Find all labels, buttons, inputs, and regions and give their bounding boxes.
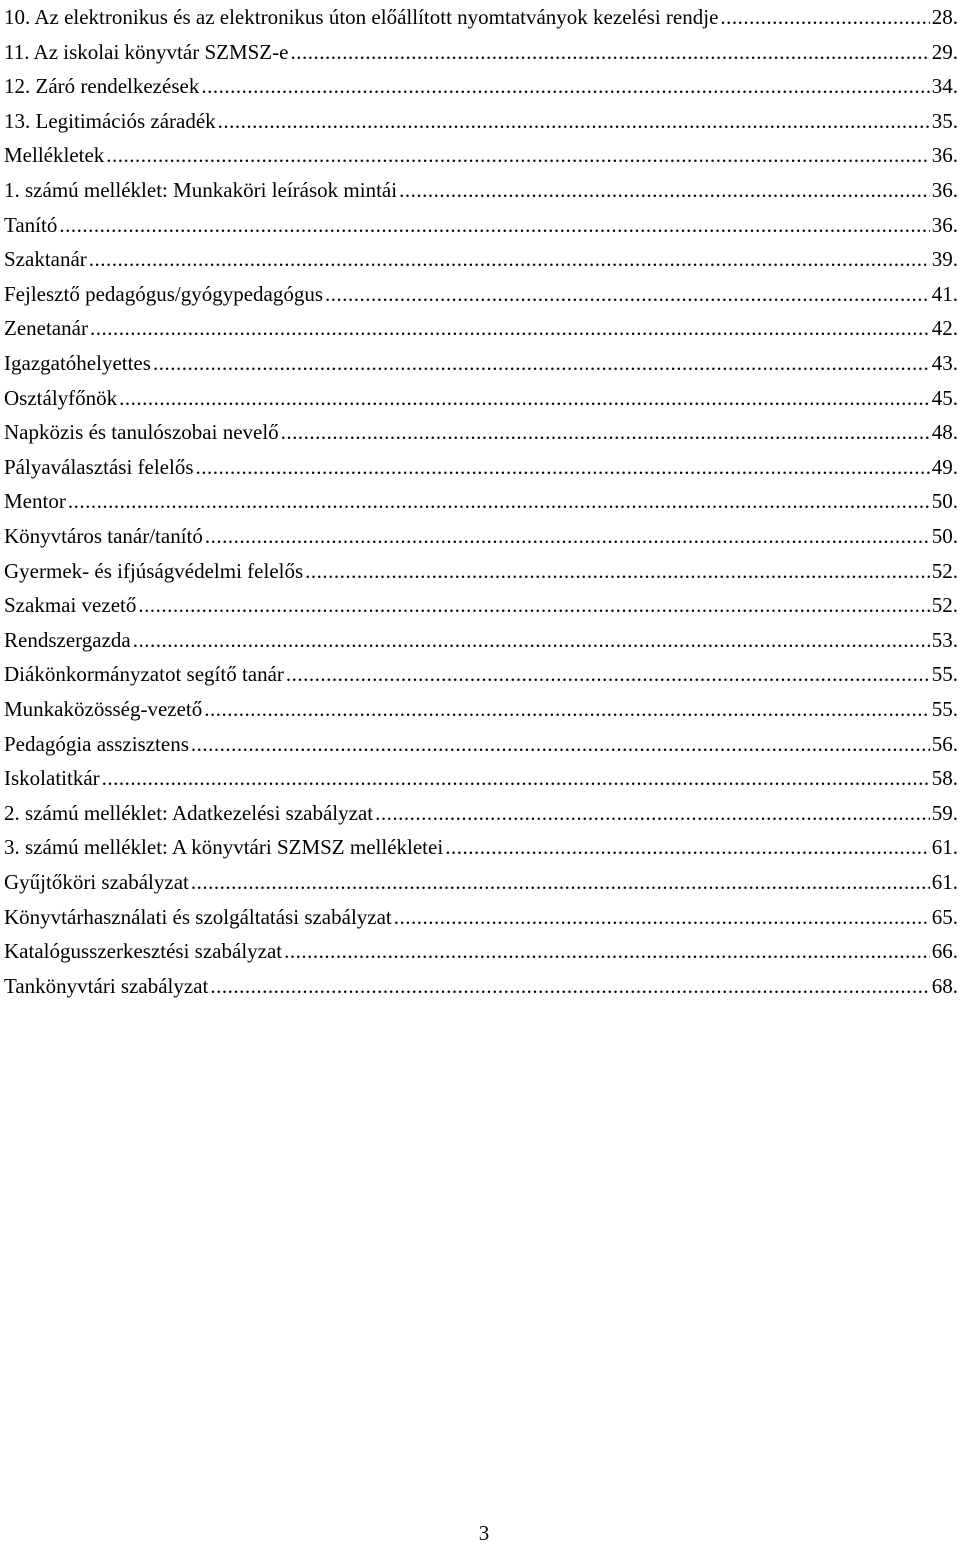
- toc-entry-page: 59.: [931, 800, 958, 825]
- toc-entry[interactable]: [4, 0, 958, 34]
- toc-entry-page: 50.: [931, 489, 958, 514]
- toc-entry-page: 65.: [931, 904, 958, 929]
- toc-entry-label: Tanító: [4, 212, 58, 237]
- toc-entry-page: 34.: [931, 74, 958, 99]
- toc-entry-page: 41.: [931, 281, 958, 306]
- toc-entry-label: Könyvtáros tanár/tanító: [4, 524, 203, 548]
- toc-entry-page: 61.: [931, 835, 958, 860]
- toc-dot-leader: [191, 865, 930, 899]
- toc-dot-leader: [445, 830, 930, 864]
- toc-dot-leader: [196, 450, 930, 484]
- toc-entry-page: 61.: [931, 870, 958, 894]
- toc-entry-label: 11. Az iskolai könyvtár SZMSZ-e: [4, 39, 289, 64]
- toc-entry[interactable]: [4, 692, 958, 726]
- toc-entry-label: 13. Legitimációs záradék: [4, 108, 216, 133]
- toc-entry-label: Igazgatóhelyettes: [4, 351, 151, 375]
- toc-entry[interactable]: [4, 138, 958, 172]
- toc-dot-leader: [286, 657, 930, 691]
- toc-entry-label: Könyvtárhasználati és szolgáltatási szabályzat: [4, 904, 392, 929]
- toc-dot-leader: [305, 554, 930, 588]
- toc-entry-label: Diákönkormányzatot segítő tanár: [4, 662, 284, 687]
- toc-dot-leader: [204, 692, 929, 726]
- page-number: 3: [478, 1521, 490, 1545]
- toc-dot-leader: [290, 35, 929, 69]
- toc-entry-label: Munkaközösség-vezető: [4, 697, 203, 721]
- toc-dot-leader: [89, 242, 930, 276]
- toc-entry-label: Gyermek- és ifjúságvédelmi felelős: [4, 558, 304, 583]
- toc-entry[interactable]: [4, 900, 958, 934]
- toc-entry[interactable]: [4, 173, 958, 207]
- toc-entry-page: 36.: [931, 178, 958, 202]
- toc-entry[interactable]: [4, 69, 958, 103]
- toc-dot-leader: [281, 415, 930, 449]
- toc-entry-label: Iskolatitkár: [4, 766, 100, 791]
- toc-entry-page: 50.: [931, 524, 958, 548]
- toc-entry-page: 36.: [931, 212, 958, 237]
- toc-entry-page: 49.: [931, 454, 958, 479]
- toc-entry-label: 10. Az elektronikus és az elektronikus úton előállított nyomtatványok kezelési rendje: [4, 5, 719, 29]
- toc-entry-label: Zenetanár: [4, 316, 88, 341]
- toc-entry-label: 12. Záró rendelkezések: [4, 74, 200, 99]
- toc-dot-leader: [133, 623, 930, 657]
- toc-entry[interactable]: [4, 346, 958, 380]
- toc-entry-page: 55.: [931, 697, 958, 721]
- toc-dot-leader: [153, 346, 930, 380]
- toc-entry[interactable]: [4, 242, 958, 276]
- toc-entry[interactable]: [4, 588, 958, 622]
- toc-entry-page: 56.: [931, 731, 958, 756]
- toc-entry-page: 39.: [931, 247, 958, 272]
- toc-entry-label: Osztályfőnök: [4, 385, 118, 410]
- toc-dot-leader: [102, 761, 930, 795]
- toc-entry-label: Pályaválasztási felelős: [4, 454, 194, 479]
- toc-entry-page: 53.: [931, 627, 958, 652]
- toc-entry[interactable]: [4, 450, 958, 484]
- toc-dot-leader: [210, 969, 929, 1003]
- toc-entry-page: 48.: [931, 420, 958, 445]
- toc-entry-page: 68.: [931, 973, 958, 998]
- toc-dot-leader: [394, 900, 930, 934]
- toc-entry-label: Mentor: [4, 489, 66, 514]
- toc-entry[interactable]: [4, 657, 958, 691]
- toc-entry-label: Fejlesztő pedagógus/gyógypedagógus: [4, 281, 324, 306]
- toc-entry-page: 45.: [931, 385, 958, 410]
- toc-entry[interactable]: [4, 484, 958, 518]
- toc-entry-page: 52.: [931, 593, 958, 618]
- toc-dot-leader: [201, 69, 929, 103]
- toc-entry-label: Katalógusszerkesztési szabályzat: [4, 939, 283, 964]
- toc-dot-leader: [106, 138, 929, 172]
- toc-entry-label: Tankönyvtári szabályzat: [4, 973, 209, 998]
- toc-entry-page: 35.: [931, 108, 958, 133]
- toc-entry[interactable]: [4, 415, 958, 449]
- toc-entry-label: Szaktanár: [4, 247, 87, 272]
- toc-entry[interactable]: [4, 35, 958, 69]
- toc-entry-label: 1. számú melléklet: Munkaköri leírások mintái: [4, 178, 398, 202]
- toc-entry[interactable]: [4, 381, 958, 415]
- toc-entry-label: Rendszergazda: [4, 627, 131, 652]
- toc-dot-leader: [68, 484, 930, 518]
- toc-entry-page: 36.: [931, 143, 958, 168]
- toc-entry-label: 2. számú melléklet: Adatkezelési szabályzat: [4, 800, 374, 825]
- toc-entry-label: Szakmai vezető: [4, 593, 137, 618]
- toc-dot-leader: [191, 727, 930, 761]
- toc-entry[interactable]: [4, 969, 958, 1003]
- toc-entry-label: Pedagógia asszisztens: [4, 731, 189, 756]
- toc-entry[interactable]: [4, 830, 958, 864]
- toc-entry-label: Mellékletek: [4, 143, 105, 168]
- toc-entry-page: 43.: [931, 351, 958, 375]
- toc-entry[interactable]: [4, 623, 958, 657]
- toc-entry[interactable]: [4, 727, 958, 761]
- toc-entry[interactable]: [4, 277, 958, 311]
- toc-dot-leader: [59, 208, 929, 242]
- toc-entry[interactable]: [4, 554, 958, 588]
- toc-dot-leader: [205, 519, 930, 553]
- toc-entry[interactable]: [4, 519, 958, 553]
- toc-dot-leader: [138, 588, 929, 622]
- toc-dot-leader: [720, 0, 929, 34]
- toc-dot-leader: [399, 173, 930, 207]
- toc-dot-leader: [375, 796, 930, 830]
- toc-dot-leader: [325, 277, 930, 311]
- toc-entry[interactable]: [4, 865, 958, 899]
- toc-entry-page: 28.: [931, 5, 958, 29]
- toc-dot-leader: [218, 104, 930, 138]
- toc-entry-page: 58.: [931, 766, 958, 791]
- toc-dot-leader: [284, 934, 930, 968]
- toc-entry[interactable]: [4, 208, 958, 242]
- toc-dot-leader: [90, 311, 930, 345]
- toc-entry-label: 3. számú melléklet: A könyvtári SZMSZ mellékletei: [4, 835, 444, 860]
- toc-entry-page: 52.: [931, 558, 958, 583]
- toc-entry-label: Gyűjtőköri szabályzat: [4, 870, 189, 894]
- toc-dot-leader: [119, 381, 930, 415]
- toc-entry[interactable]: [4, 934, 958, 968]
- toc-entry[interactable]: [4, 796, 958, 830]
- toc-entry[interactable]: [4, 104, 958, 138]
- toc-entry[interactable]: [4, 311, 958, 345]
- toc-entry-page: 42.: [931, 316, 958, 341]
- toc-entry-page: 29.: [931, 39, 958, 64]
- toc-entry-label: Napközis és tanulószobai nevelő: [4, 420, 279, 445]
- toc-entry[interactable]: [4, 761, 958, 795]
- toc-entry-page: 55.: [931, 662, 958, 687]
- toc-entry-page: 66.: [931, 939, 958, 964]
